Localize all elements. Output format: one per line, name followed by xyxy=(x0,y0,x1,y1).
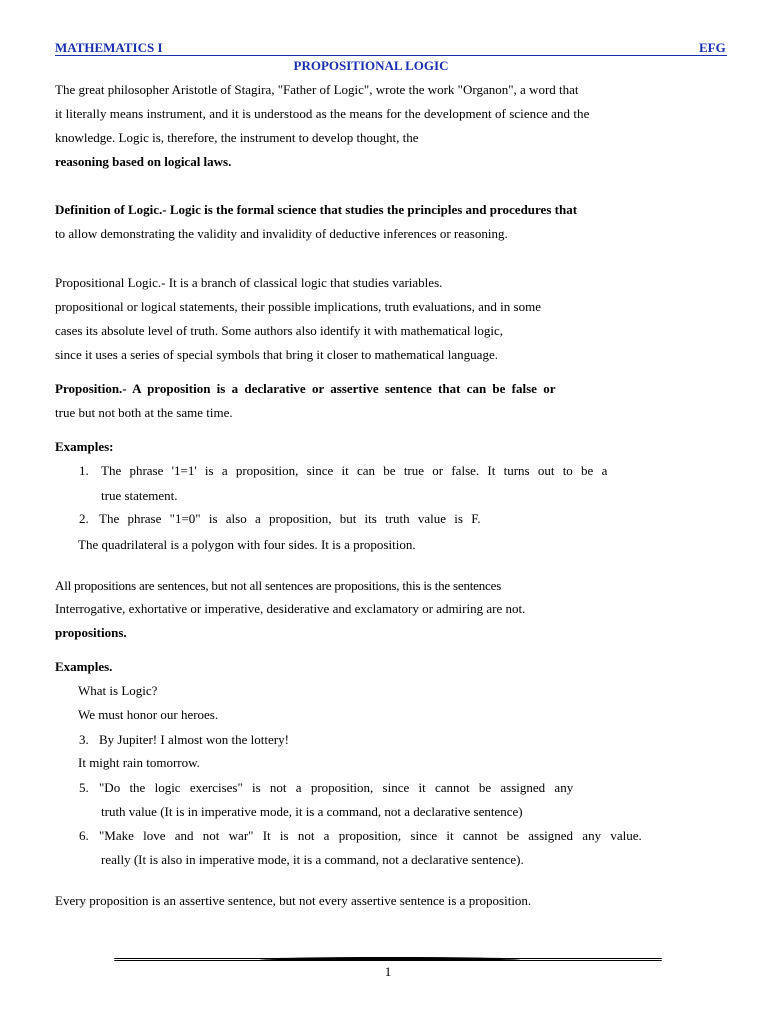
list-item-text: What is Logic? xyxy=(78,683,158,698)
list-number: 2. xyxy=(79,511,89,526)
page-title: PROPOSITIONAL LOGIC xyxy=(293,58,449,73)
propositional-line-1: Propositional Logic.- It is a branch of classical logic that studies variables. xyxy=(55,275,443,290)
examples-heading-1: Examples: xyxy=(55,439,114,454)
intro-line-4: reasoning based on logical laws. xyxy=(55,154,232,169)
intro-line-2: it literally means instrument, and it is understood as the means for the development of science and the xyxy=(55,106,590,121)
propositional-line-4: since it uses a series of special symbols that bring it closer to mathematical language. xyxy=(55,347,498,362)
definition-line-2: to allow demonstrating the validity and invalidity of deductive inferences or reasoning. xyxy=(55,226,508,241)
list-number: 6. xyxy=(79,828,89,843)
list-item-text: The phrase "1=0" is also a proposition, but its truth value is F. xyxy=(99,511,481,526)
list-item-text: It might rain tomorrow. xyxy=(78,755,200,770)
list-item-text: The quadrilateral is a polygon with four sides. It is a proposition. xyxy=(78,537,416,552)
footer-rule-ornament xyxy=(260,957,520,961)
header-initials: EFG xyxy=(699,40,726,55)
page-number: 1 xyxy=(384,964,392,979)
list-item-text: "Do the logic exercises" is not a proposition, since it cannot be assigned any xyxy=(99,780,574,795)
closing-statement: Every proposition is an assertive sentence, but not every assertive sentence is a proposition. xyxy=(55,893,532,908)
propositional-line-3: cases its absolute level of truth. Some authors also identify it with mathematical logic, xyxy=(55,323,504,338)
list-item-text: "Make love and not war" It is not a proposition, since it cannot be assigned any value. xyxy=(99,828,642,843)
list-item-text: truth value (It is in imperative mode, it is a command, not a declarative sentence) xyxy=(101,804,523,819)
list-item-text: We must honor our heroes. xyxy=(78,707,219,722)
list-item-text: true statement. xyxy=(101,488,178,503)
list-item-text: The phrase '1=1' is a proposition, since it can be true or false. It turns out to be a xyxy=(101,463,608,478)
list-item-text: By Jupiter! I almost won the lottery! xyxy=(99,732,289,747)
list-number: 3. xyxy=(79,732,89,747)
definition-line-1: Definition of Logic.- Logic is the formal science that studies the principles and procedures that xyxy=(55,202,578,217)
proposition-line-2: true but not both at the same time. xyxy=(55,405,233,420)
propositional-line-2: propositional or logical statements, their possible implications, truth evaluations, and in some xyxy=(55,299,541,314)
intro-line-3: knowledge. Logic is, therefore, the instrument to develop thought, the xyxy=(55,130,419,145)
intro-line-1: The great philosopher Aristotle of Stagira, "Father of Logic", wrote the work "Organon", a word that xyxy=(55,82,579,97)
list-number: 1. xyxy=(79,463,89,478)
examples-heading-2: Examples. xyxy=(55,659,113,674)
proposition-line-1: Proposition.- A proposition is a declarative or assertive sentence that can be false or xyxy=(55,381,556,396)
list-item-text: really (It is also in imperative mode, it is a command, not a declarative sentence). xyxy=(101,852,524,867)
header-course-title: MATHEMATICS I xyxy=(55,40,163,55)
sentences-line-3: propositions. xyxy=(55,625,127,640)
header-rule xyxy=(55,55,727,56)
sentences-line-1: All propositions are sentences, but not all sentences are propositions, this is the sentences xyxy=(55,578,502,593)
list-number: 5. xyxy=(79,780,89,795)
sentences-line-2: Interrogative, exhortative or imperative, desiderative and exclamatory or admiring are not. xyxy=(55,601,526,616)
